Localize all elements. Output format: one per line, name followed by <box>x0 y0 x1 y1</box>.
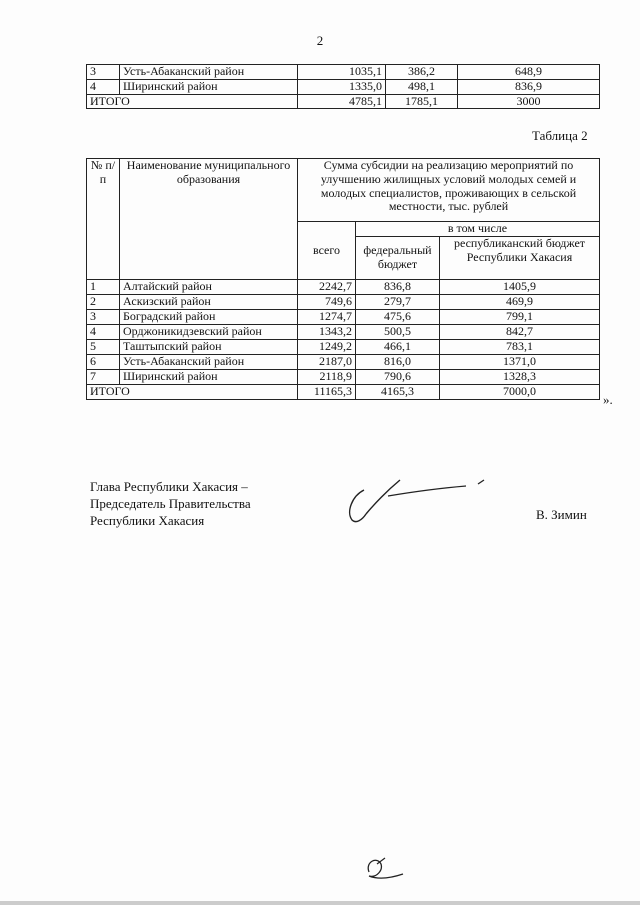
signatory-title-line: Республики Хакасия <box>90 513 205 528</box>
row-number: 6 <box>87 355 120 370</box>
table-1-continuation <box>86 64 600 109</box>
republic-value: 469,9 <box>440 295 600 310</box>
table-row <box>87 280 600 295</box>
page-number: 2 <box>316 33 324 48</box>
table-row <box>87 295 600 310</box>
row-number: 5 <box>87 340 120 355</box>
republic-value: 1328,3 <box>440 370 600 385</box>
total-value: 2118,9 <box>298 370 356 385</box>
total-value: 749,6 <box>298 295 356 310</box>
district-name: Таштыпский район <box>120 340 298 355</box>
total-row <box>87 94 600 109</box>
federal-value: 279,7 <box>356 295 440 310</box>
row-number: 1 <box>87 280 120 295</box>
signatory-name: В. Зимин <box>536 507 587 522</box>
row-number: 4 <box>87 79 120 94</box>
republic-value: 648,9 <box>458 65 600 80</box>
total-value: 1343,2 <box>298 325 356 340</box>
federal-value: 836,8 <box>356 280 440 295</box>
district-name: Усть-Абаканский район <box>120 355 298 370</box>
handwritten-initial-icon <box>355 850 415 885</box>
header-total: всего <box>298 222 356 280</box>
total-value: 2242,7 <box>298 280 356 295</box>
republic-value: 842,7 <box>440 325 600 340</box>
republic-value: 783,1 <box>440 340 600 355</box>
row-number: 4 <box>87 325 120 340</box>
total-value: 1249,2 <box>298 340 356 355</box>
district-name: Боградский район <box>120 310 298 325</box>
total-value: 11165,3 <box>298 385 356 400</box>
table-row <box>87 325 600 340</box>
district-name: Ширинский район <box>120 79 298 94</box>
total-value: 1274,7 <box>298 310 356 325</box>
district-name: Ширинский район <box>120 370 298 385</box>
total-value: 2187,0 <box>298 355 356 370</box>
republic-value: 7000,0 <box>440 385 600 400</box>
signatory-title-line: Председатель Правительства <box>90 496 251 511</box>
district-name: Орджоникидзевский район <box>120 325 298 340</box>
header-number: № п/п <box>87 159 120 280</box>
district-name: Аскизский район <box>120 295 298 310</box>
table-row <box>87 355 600 370</box>
header-name: Наименование муниципального образования <box>120 159 298 280</box>
row-number: 3 <box>87 310 120 325</box>
table-row <box>87 65 600 80</box>
total-row <box>87 385 600 400</box>
republic-value: 3000 <box>458 94 600 109</box>
header-sum: Сумма субсидии на реализацию мероприятий по улучшению жилищных условий молодых семей и молодых специалистов, проживающих в сельской местности, тыс. рублей <box>298 159 600 222</box>
table-row <box>87 340 600 355</box>
table-row <box>87 370 600 385</box>
republic-value: 1371,0 <box>440 355 600 370</box>
total-value: 1335,0 <box>298 79 386 94</box>
page-bottom-edge <box>0 901 640 905</box>
federal-value: 386,2 <box>386 65 458 80</box>
header-republic: республиканский бюджет Республики Хакасия <box>440 237 600 280</box>
header-including: в том числе <box>356 222 600 237</box>
signatory-title-line: Глава Республики Хакасия – <box>90 479 248 494</box>
republic-value: 799,1 <box>440 310 600 325</box>
closing-quote: ». <box>603 392 613 407</box>
table-2 <box>86 158 600 400</box>
federal-value: 790,6 <box>356 370 440 385</box>
total-label: ИТОГО <box>87 385 298 400</box>
table-2-caption: Таблица 2 <box>532 128 588 143</box>
handwritten-signature-icon <box>342 468 502 528</box>
header-federal: федеральный бюджет <box>356 237 440 280</box>
district-name: Алтайский район <box>120 280 298 295</box>
row-number: 2 <box>87 295 120 310</box>
total-label: ИТОГО <box>87 94 298 109</box>
row-number: 3 <box>87 65 120 80</box>
federal-value: 1785,1 <box>386 94 458 109</box>
republic-value: 836,9 <box>458 79 600 94</box>
row-number: 7 <box>87 370 120 385</box>
federal-value: 816,0 <box>356 355 440 370</box>
total-value: 4785,1 <box>298 94 386 109</box>
republic-value: 1405,9 <box>440 280 600 295</box>
federal-value: 475,6 <box>356 310 440 325</box>
federal-value: 500,5 <box>356 325 440 340</box>
federal-value: 4165,3 <box>356 385 440 400</box>
table-row <box>87 79 600 94</box>
federal-value: 498,1 <box>386 79 458 94</box>
district-name: Усть-Абаканский район <box>120 65 298 80</box>
federal-value: 466,1 <box>356 340 440 355</box>
total-value: 1035,1 <box>298 65 386 80</box>
signatory-title <box>90 478 251 529</box>
table-row <box>87 310 600 325</box>
